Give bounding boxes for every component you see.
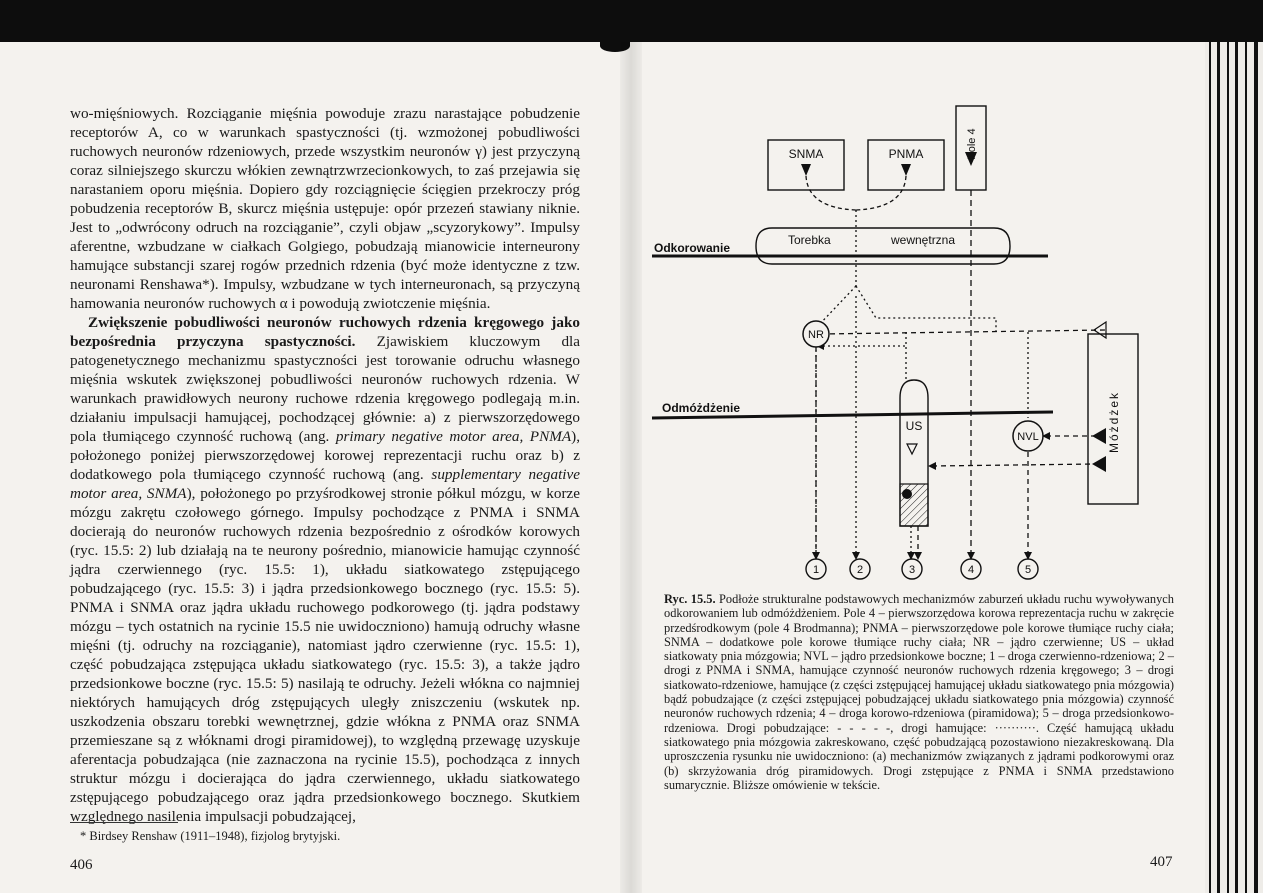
us-dot [902,489,912,499]
page-number-left: 406 [70,857,93,873]
path-cerebellum-nr [821,330,1106,334]
path-pnma [856,176,906,210]
paragraph-2 [70,313,580,826]
odmozdzenie-label: Odmóżdżenie [662,401,741,415]
footnote: * Birdsey Renshaw (1911–1948), fizjolog brytyjski. [80,829,341,843]
figure-diagram [648,96,1148,586]
figure-caption [664,592,1174,792]
pnma-label: PNMA [888,147,924,161]
paragraph-1: wo-mięśniowych. Rozciąganie mięśnia powoduje zrazu narastające pobudzenie receptorów A, co w warunkach spastyczności (tj. wzmożonej pobudliwości ruchowych neuronów rdzeniowych, przede wszystkim neuronów γ) jest przyczyną coraz silniejszego skurczu włókien zewnątrzwrzecionkowych, to zaś przejawia się narastaniem oporu mięśnia. Dopiero gdy rozciągnięcie ścięgien przekroczy próg pobudzenia receptorów B, skurcz mięśnia ustępuje: opór przezeń stawiany niknie. Jest to „odwrócony odruch na rozciąganie”, czyli objaw „scyzorykowy”. Impulsy aferentne, wzbudzane w ciałkach Golgiego, pobudzają mianowicie interneurony hamujące substancji szarej rogów przednich rdzenia (być może identyczne z tzw. neuronami Renshawa*). Impulsy, wzbudzane w tych interneuronach, są przyczyną hamowania neuronów ruchowych α i powodują zwiotczenie mięśnia. [70,105,580,312]
book-gutter [620,42,642,893]
page-number-right: 407 [1150,854,1173,870]
pathway-2-label: 2 [856,564,864,576]
path-mozdzek-us [932,464,1096,466]
mozdzek-label: Móżdżek [1107,390,1121,454]
pathway-5-label: 5 [1024,564,1032,576]
left-page-text [70,104,580,826]
snma-label: SNMA [788,147,824,161]
path-snma [806,176,856,210]
us-triangle [907,444,917,454]
caption-label: Ryc. 15.5. [664,592,716,606]
odkorowanie-label: Odkorowanie [654,241,731,255]
figure-15-5 [648,96,1148,586]
wewnetrzna-label: wewnętrzna [891,233,956,247]
pathway-1-label: 1 [812,564,820,576]
section-heading: Zwiększenie pobudliwości neuronów ruchowych rdzenia kręgowego jako bezpośrednia przyczyna spastyczności. [70,314,580,350]
p2-part-b: ), położonego poniżej pierwszorzędowej korowej reprezentacji ruchu oraz b) z dodatkowego pola tłumiącego czynność ruchową (ang. [70,428,580,483]
path-branch [856,286,996,332]
p2-part-c: ), położonego po przyśrodkowej stronie półkul mózgu, w korze mózgu zakrętu czołowego górnego. Impulsy pochodzące z PNMA i SNMA docierają do neuronów ruchowych rdzenia bezpośrednio z ośrodków korowych (ryc. 15.5: 2) lub działają na te neurony pośrednio, mianowicie hamując czynność jądra czerwiennego (ryc. 15.5: 1), układu siatkowatego zstępującego pobudzającego (ryc. 15.5: 3) i jądra przedsionkowego bocznego (ryc. 15.5: 5). PNMA i SNMA oraz jądra układu ruchowego podkorowego (tj. jądra podstawy mózgu – tych ostatnich na rycinie 15.5 nie uwidoczniono) hamują odruchy własne mięśni (tj. odruchy na rozciąganie), natomiast jądro czerwienne (ryc. 15.5: 1), część pobudzająca zstępująca układu siatkowatego (ryc. 15.5: 3), a także jądro przedsionkowe boczne (ryc. 15.5: 5) nasilają te odruchy. Jeżeli włókna co najmniej niektórych hamujących dróg zstępujących uległy zniszczeniu (wskutek np. uszkodzenia obszaru torebki wewnętrznej, gdzie włókna z PNMA oraz SNMA przemieszane są z włóknami drogi piramidowej), to względną przewagę uzyskuje aferentacja pobudzająca (nie zaznaczona na rycinie 15.5), pochodząca z innych struktur mózgu i docierająca do jądra czerwiennego, układu siatkowatego zstępującego pobudzającego oraz jądra przedsionkowego bocznego. Skutkiem względnego nasilenia impulsacji pobudzającej, [70,485,580,825]
pathway-4-label: 4 [967,564,975,576]
pathway-3-label: 3 [908,564,916,576]
page-edge-stack [1205,42,1263,893]
snma-triangle [801,164,811,176]
scan-top-band [0,0,1263,42]
torebka-label: Torebka [788,233,831,247]
pole4-label: Pole 4 [966,128,978,160]
caption-text: Podłoże strukturalne podstawowych mechanizmów zaburzeń układu ruchu wywoływanych odkorowaniem lub odmóżdżeniem. Pole 4 – pierwszorzędowa korowa reprezentacja ruchu w zakręcie przedśrodkowym (pole 4 Brodmanna); PNMA – pierwszorzędowe pole korowe tłumiące ruchy ciała; SNMA – dodatkowe pole korowe tłumiące ruchy ciała; NR – jądro czerwienne; US – układ siatkowaty pnia mózgowia; NVL – jądro przedsionkowe boczne; 1 – droga czerwienno-rdzeniowa; 2 – drogi z PNMA i SNMA, hamujące czynność neuronów ruchowych rdzenia kręgowego; 3 – drogi siatkowato-rdzeniowe, hamujące (z części zstępującej hamującej układu siatkowatego pnia mózgowia) bądź pobudzające (z części zstępującej pobudzającej układu siatkowatego pnia mózgowia) czynność neuronów ruchowych rdzenia; 4 – droga korowo-rdzeniowa (piramidowa); 5 – droga przedsionkowo-rdzeniowa. Drogi pobudzające: - - - - -, drogi hamujące: ··········. Część hamującą układu siatkowatego pnia mózgowia zakreskowano, część pobudzającą pozostawiono niezakreskowaną. Dla uproszczenia rysunku nie uwidoczniono: (a) mechanizmów związanych z jądrami podkorowymi oraz (b) skrzyżowania dróg piramidowych. Drogi zstępujące z PNMA i SNMA przedstawiono sumarycznie. Bliższe omówienie w tekście. [664,592,1174,792]
nr-label: NR [808,329,824,341]
footnote-rule [70,822,178,823]
p2-term-pnma: primary negative motor area, PNMA [335,428,572,445]
p2-term-snma: supplementary negative motor area, SNMA [70,466,580,502]
pnma-triangle [901,164,911,176]
nvl-label: NVL [1017,431,1039,443]
p2-part-a: Zjawiskiem kluczowym dla patogenetycznego mechanizmu spastyczności jest torowanie odruchu własnego mięśnia wskutek zwiększonej pobudliwości neuronów ruchowych rdzenia. W warunkach prawidłowych neurony ruchowe rdzenia kręgowego podlegają m.in. działaniu impulsacji hamującej, pochodzącej głównie: a) z pierwszorzędowego pola tłumiącego czynność ruchową (ang. [70,333,580,445]
us-label: US [905,419,923,433]
